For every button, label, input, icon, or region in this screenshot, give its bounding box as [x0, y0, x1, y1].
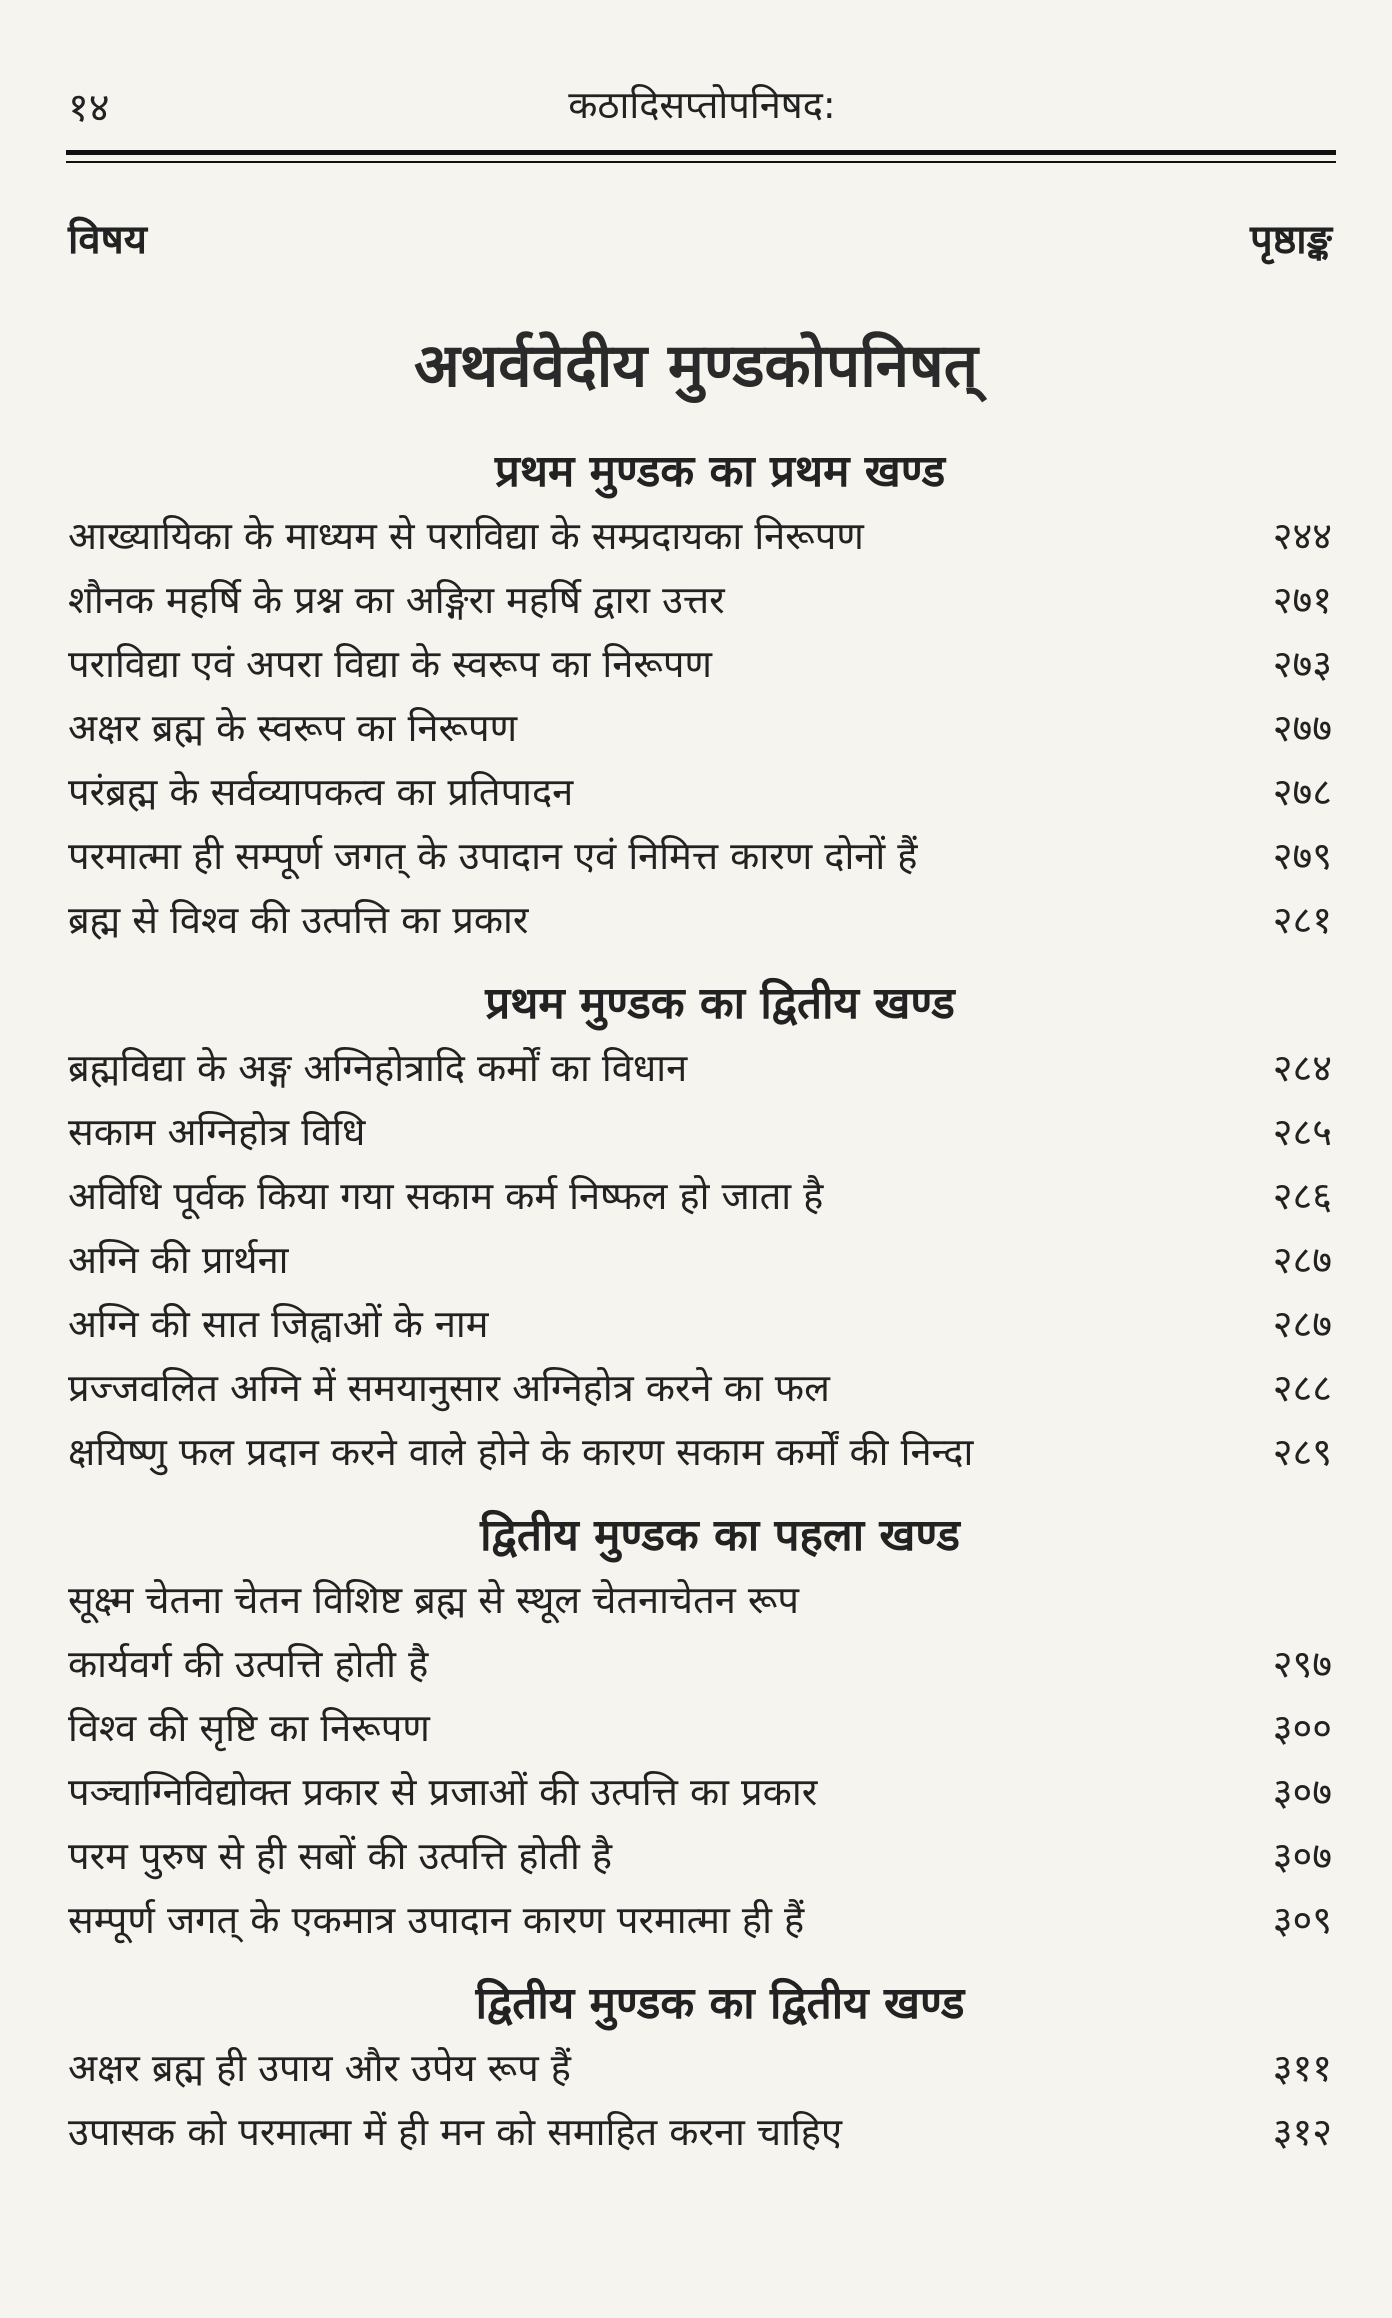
entry-title: अग्नि की सात जिह्वाओं के नाम [68, 1302, 489, 1346]
entry-title: सम्पूर्ण जगत् के एकमात्र उपादान कारण परमात्मा ही हैं [68, 1898, 805, 1942]
page-column-heading: पृष्ठाङ्क [1250, 217, 1332, 263]
entry-page: २७८ [1272, 770, 1332, 814]
entry-page: २८६ [1272, 1174, 1332, 1218]
toc-entry [68, 1292, 1332, 1356]
toc-entry [68, 1164, 1332, 1228]
section-heading: प्रथम मुण्डक का प्रथम खण्ड [494, 446, 946, 497]
entry-page: २८५ [1272, 1110, 1332, 1154]
toc-entry [68, 1228, 1332, 1292]
entry-page: २८८ [1272, 1366, 1332, 1410]
entry-title: परम पुरुष से ही सबों की उत्पत्ति होती है [68, 1834, 613, 1878]
toc-entry [68, 1888, 1332, 1952]
entry-title: उपासक को परमात्मा में ही मन को समाहित करना चाहिए [68, 2110, 842, 2154]
header-rule-thin [66, 161, 1336, 163]
entry-page: २८७ [1272, 1302, 1332, 1346]
book-title: कठादिसप्तोपनिषद: [568, 83, 836, 127]
toc-entry [68, 2036, 1332, 2100]
entry-page: २७७ [1272, 706, 1332, 750]
page-number: १४ [68, 85, 110, 131]
entry-title: अग्नि की प्रार्थना [68, 1238, 289, 1282]
entry-title: विश्व की सृष्टि का निरूपण [68, 1706, 430, 1750]
toc-entry [68, 504, 1332, 568]
toc-entry [68, 1632, 1332, 1696]
toc-entry [68, 568, 1332, 632]
entry-page: २८७ [1272, 1238, 1332, 1282]
entry-title: पराविद्या एवं अपरा विद्या के स्वरूप का निरूपण [68, 642, 712, 686]
toc-entry [68, 1696, 1332, 1760]
entry-page: ३११ [1272, 2046, 1332, 2090]
entry-page: ३१२ [1272, 2110, 1332, 2154]
header-rule-thick [66, 150, 1336, 155]
main-title: अथर्ववेदीय मुण्डकोपनिषत् [414, 331, 978, 401]
entry-title: सूक्ष्म चेतना चेतन विशिष्ट ब्रह्म से स्थूल चेतनाचेतन रूप [68, 1578, 800, 1622]
section-heading: प्रथम मुण्डक का द्वितीय खण्ड [485, 978, 955, 1029]
toc-entry [68, 760, 1332, 824]
entry-page: २७१ [1272, 578, 1332, 622]
entry-title: आख्यायिका के माध्यम से पराविद्या के सम्प्रदायका निरूपण [68, 514, 864, 558]
toc-entry [68, 1824, 1332, 1888]
toc-entry [68, 1420, 1332, 1484]
toc-entry [68, 2100, 1332, 2164]
entry-page: २७९ [1272, 834, 1332, 878]
toc-entry [68, 1760, 1332, 1824]
entry-page: २८९ [1272, 1430, 1332, 1474]
toc-entry [68, 888, 1332, 952]
entry-title: कार्यवर्ग की उत्पत्ति होती है [68, 1642, 429, 1686]
entry-title: अविधि पूर्वक किया गया सकाम कर्म निष्फल हो जाता है [68, 1174, 824, 1218]
section-heading: द्वितीय मुण्डक का द्वितीय खण्ड [475, 1978, 965, 2029]
entry-title: परंब्रह्म के सर्वव्यापकत्व का प्रतिपादन [68, 770, 574, 814]
entry-page: ३०० [1272, 1706, 1332, 1750]
entry-title: परमात्मा ही सम्पूर्ण जगत् के उपादान एवं निमित्त कारण दोनों हैं [68, 834, 918, 878]
entry-title: ब्रह्मविद्या के अङ्ग अग्निहोत्रादि कर्मों का विधान [68, 1046, 688, 1090]
entry-title: शौनक महर्षि के प्रश्न का अङ्गिरा महर्षि द्वारा उत्तर [68, 578, 725, 622]
toc-entry [68, 696, 1332, 760]
entry-page: २७३ [1272, 642, 1332, 686]
entry-page: ३०७ [1272, 1770, 1332, 1814]
running-header [68, 78, 1336, 134]
toc-entry [68, 632, 1332, 696]
entry-title: अक्षर ब्रह्म ही उपाय और उपेय रूप हैं [68, 2046, 571, 2090]
toc-content [68, 440, 1332, 2164]
entry-title: अक्षर ब्रह्म के स्वरूप का निरूपण [68, 706, 518, 750]
toc-entry [68, 1036, 1332, 1100]
entry-title: प्रज्जवलित अग्नि में समयानुसार अग्निहोत्र करने का फल [68, 1366, 830, 1410]
entry-title: क्षयिष्णु फल प्रदान करने वाले होने के कारण सकाम कर्मों की निन्दा [68, 1430, 974, 1474]
entry-title: पञ्चाग्निविद्योक्त प्रकार से प्रजाओं की उत्पत्ति का प्रकार [68, 1770, 818, 1814]
column-headings [68, 210, 1332, 270]
entry-page: २४४ [1272, 514, 1332, 558]
toc-entry [68, 1568, 1332, 1632]
entry-page: २८४ [1272, 1046, 1332, 1090]
entry-title: ब्रह्म से विश्व की उत्पत्ति का प्रकार [68, 898, 529, 942]
section-heading: द्वितीय मुण्डक का पहला खण्ड [480, 1510, 960, 1561]
toc-entry [68, 1100, 1332, 1164]
entry-page: ३०९ [1272, 1898, 1332, 1942]
entry-page: ३०७ [1272, 1834, 1332, 1878]
toc-entry [68, 1356, 1332, 1420]
entry-title: सकाम अग्निहोत्र विधि [68, 1110, 366, 1154]
entry-page: २८१ [1272, 898, 1332, 942]
entry-page: २९७ [1272, 1642, 1332, 1686]
subject-column-heading: विषय [68, 217, 147, 263]
toc-entry [68, 824, 1332, 888]
